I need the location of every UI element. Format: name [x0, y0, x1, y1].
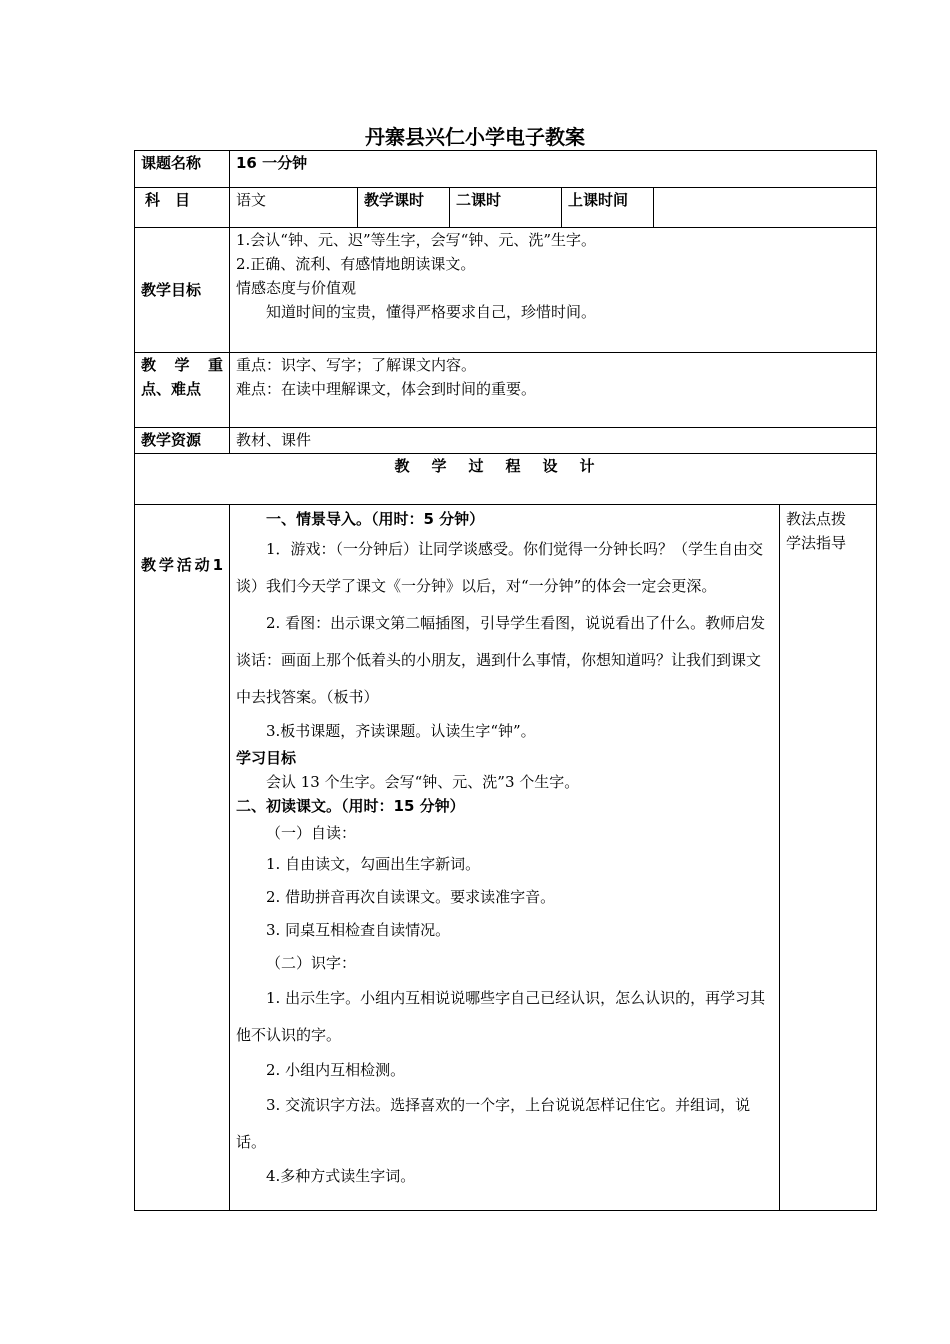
subject-value: 语文: [230, 188, 358, 228]
period-value: 二课时: [450, 188, 562, 228]
lesson-plan-table: [134, 150, 877, 1211]
paragraph: 3. 交流识字方法。选择喜欢的一个字，上台说说怎样记住它。并组词，说话。: [236, 1096, 751, 1151]
paragraph: （二）识字：: [266, 954, 357, 972]
class-time-value: [654, 188, 877, 228]
activity-label: 教学活动1: [135, 505, 230, 1211]
key-points-cell: [230, 353, 877, 428]
method-cell: [780, 505, 877, 1211]
paragraph: 2. 借助拼音再次自读课文。要求读准字音。: [266, 888, 556, 906]
process-header-row: [135, 454, 877, 505]
paragraph: 1. 自由读文，勾画出生字新词。: [266, 855, 481, 873]
goal-line: 1.会认“钟、元、迟”等生字，会写“钟、元、洗”生字。: [236, 231, 596, 249]
paragraph: 1. 出示生字。小组内互相说说哪些字自己已经认识，怎么认识的，再学习其他不认识的字。: [236, 989, 766, 1044]
goals-label: 教学目标: [135, 228, 230, 353]
goals-cell: [230, 228, 877, 353]
activity-row: [135, 505, 877, 1211]
topic-value: 16 一分钟: [230, 151, 877, 188]
paragraph: 会认 13 个生字。会写“钟、元、洗”3 个生字。: [266, 773, 580, 791]
section-title: 二、初读课文。（用时：15 分钟）: [236, 797, 465, 815]
goal-line: 2.正确、流利、有感情地朗读课文。: [236, 255, 476, 273]
paragraph: 1．游戏：（一分钟后）让同学谈感受。你们觉得一分钟长吗？（学生自由交谈）我们今天学了课文《一分钟》以后，对“一分钟”的体会一定会更深。: [236, 540, 764, 595]
goals-row: [135, 228, 877, 353]
topic-row: [135, 151, 877, 188]
resources-label: 教学资源: [135, 428, 230, 454]
goal-line: 情感态度与价值观: [236, 279, 357, 297]
page-title: 丹寨县兴仁小学电子教案: [365, 125, 585, 149]
process-header: 教学过程设计: [135, 454, 877, 505]
key-point-line: 难点：在读中理解课文，体会到时间的重要。: [236, 380, 537, 398]
class-time-label: 上课时间: [562, 188, 654, 228]
paragraph: 3. 同桌互相检查自读情况。: [266, 921, 451, 939]
activity-content: [230, 505, 780, 1211]
paragraph: 2. 小组内互相检测。: [266, 1061, 406, 1079]
subject-label: 科 目: [135, 188, 230, 228]
paragraph: 4.多种方式读生字词。: [266, 1167, 416, 1185]
section-title: 学习目标: [236, 749, 297, 767]
key-points-row: [135, 353, 877, 428]
paragraph: 3.板书课题，齐读课题。认读生字“钟”。: [266, 722, 536, 740]
paragraph: 2. 看图：出示课文第二幅插图，引导学生看图，说说看出了什么。教师启发谈话：画面上那个低着头的小朋友，遇到什么事情，你想知道吗？让我们到课文中去找答案。（板书）: [236, 614, 766, 706]
subject-row: [135, 188, 877, 228]
goal-line: 知道时间的宝贵，懂得严格要求自己，珍惜时间。: [266, 303, 597, 321]
key-points-label: 教 学 重 点、难点: [135, 353, 230, 428]
topic-label: 课题名称: [135, 151, 230, 188]
paragraph: （一）自读：: [266, 824, 357, 842]
period-label: 教学课时: [358, 188, 450, 228]
key-point-line: 重点：识字、写字；了解课文内容。: [236, 356, 477, 374]
resources-row: [135, 428, 877, 454]
resources-value: 教材、课件: [230, 428, 877, 454]
section-title: 一、情景导入。（用时：5 分钟）: [266, 510, 485, 528]
method-label: 教法点拨学法指导: [786, 510, 847, 552]
